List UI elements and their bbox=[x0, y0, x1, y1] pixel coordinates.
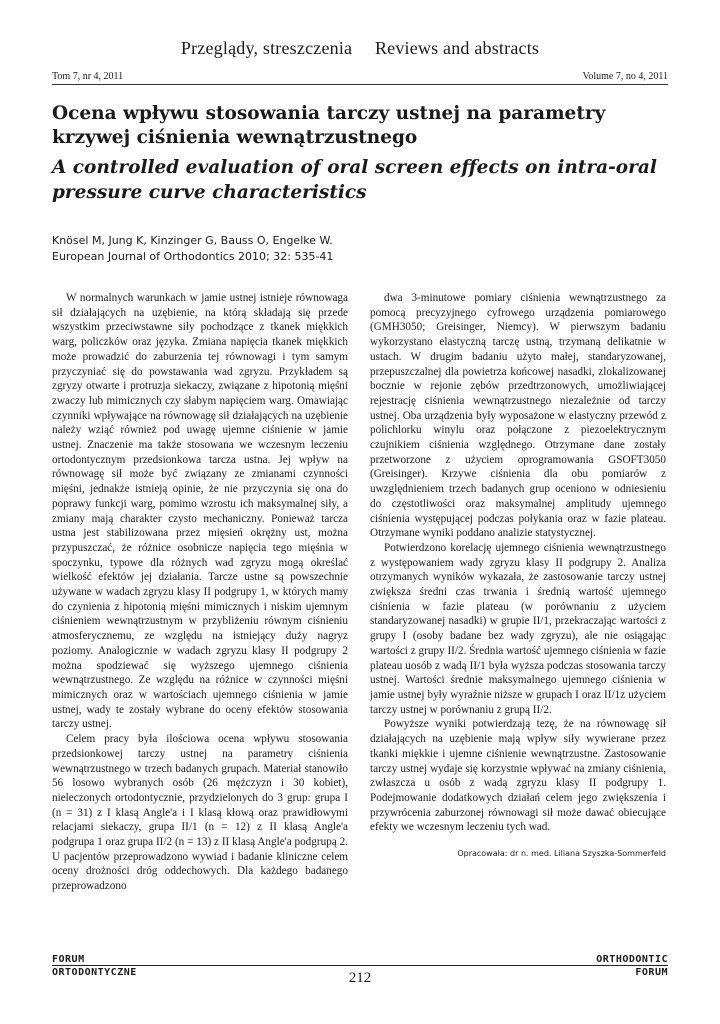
paragraph: Powyższe wyniki potwierdzają tezę, że na równowagę sił działających na uzębienie mają wpływ siły wywierane przez tkanki miękkie i ujemne ciśnienie wewnątrzustne. Zastosowanie tarczy ustnej wydaje się korzystnie wpływać na zmiany ciśnienia, zwłaszcza u osób z wadą zgryzu klasy II podgrupy 1. Podejmowanie dodatkowych działań celem jego zwiększenia i przywrócenia zaburzonej równowagi sił może dawać obiecujące efekty we wczesnym leczeniu tych wad. bbox=[370, 718, 666, 834]
body-column-left bbox=[52, 291, 348, 894]
article-title-en: A controlled evaluation of oral screen effects on intra-oral pressure curve characteristics bbox=[52, 157, 657, 203]
section-title-pl: Przeglądy, streszczenia bbox=[180, 38, 353, 58]
footer-left-line2: ORTODONTYCZNE bbox=[52, 967, 137, 978]
article-meta bbox=[52, 233, 652, 265]
footer-left-line1: FORUM bbox=[52, 954, 85, 965]
footer-right-line1: ORTHODONTIC bbox=[596, 954, 668, 965]
header-divider bbox=[52, 84, 668, 85]
paragraph: W normalnych warunkach w jamie ustnej istnieje równowaga sił działających na uzębienie, na którą składają się przede wszystkim przeciwstawne siły pochodzące z tkanek miękkich warg, policzków oraz języka. Zmiana napięcia tkanek miękkich może prowadzić do zaburzenia tej równowagi i tym samym przyczyniać się do powstawania wad zgryzu. Przykładem są zgryzy otwarte i protruzja siekaczy, związane z hipotonią mięśni zwaczy lub mimicznych czy słabym napięciem warg. Omawiając czynniki wpływające na równowagę sił działających na uzębienie należy wziąć również pod uwagę ujemne ciśnienie w jamie ustnej. Znaczenie ma także stosowana we wczesnym leczeniu ortodontycznym przedsionkowa tarcza ustna. Jej wpływ na równowagę sił może być związany ze zmianami czynności mięśni, jednakże istnieją opinie, że nie przyczynia się ona do poprawy funkcji warg, pomimo wzrostu ich maksymalnej siły, a zmiany mają charakter czysto mechaniczny. Ponieważ tarcza ustna jest stabilizowana przez mięsień okrężny ust, można przypuszczać, że różnice osobnicze napięcia tego mięśnia w spoczynku, typowe dla różnych wad zgryzu mogą określać wielkość efektów jej działania. Tarcze ustne są powszechnie używane w wadach zgryzu klasy II podgrupy 1, w których mamy do czynienia z hipotonią mięśni mimicznych i niskim ujemnym ciśnieniem wewnątrzustnym w przybliżeniu równym ciśnieniu atmosferycznemu, ze względu na istniejący duży nagryz poziomy. Analogicznie w wadach zgryzu klasy II podgrupy 2 można spodziewać się wyższego ujemnego ciśnienia wewnątrzustnego. Ze względu na różnice w czynności mięśni mimicznych oraz w wartościach ujemnego ciśnienia w jamie ustnej, wady te zostały wybrane do oceny efektów stosowania tarczy ustnej. bbox=[52, 292, 348, 731]
section-header bbox=[0, 38, 720, 59]
volume-en: Volume 7, no 4, 2011 bbox=[582, 71, 668, 82]
footer-right-line2: FORUM bbox=[635, 967, 668, 978]
author-credit: Opracowała: dr n. med. Liliana Szyszka-Sommerfeld bbox=[457, 849, 666, 859]
article-title-pl: Ocena wpływu stosowania tarczy ustnej na parametry krzywej ciśnienia wewnątrzustnego bbox=[52, 103, 606, 148]
paragraph: dwa 3-minutowe pomiary ciśnienia wewnątrzustnego za pomocą precyzyjnego cyfrowego urządzenia pomiarowego (GMH3050; Greisinger, Niemcy). W pierwszym badaniu wykorzystano elastyczną tarczę ustną, trzymaną delikatnie w ustach. W drugim badaniu użyto małej, standaryzowanej, przepuszczalnej dla powietrza końcowej nasadki, zlokalizowanej bocznie w rejonie zębów przedtrzonowych, umożliwiającej rejestrację ciśnienia wewnątrzustnego niezależnie od tarczy ustnej. Oba urządzenia były wyposażone w elastyczny przewód z polichlorku winylu oraz połączone z piezoelektrycznym czujnikiem ciśnienia względnego. Otrzymane dane zostały przetworzone z użyciem oprogramowania GSOFT3050 (Greisinger). Krzywe ciśnienia dla obu pomiarów z uwzględnieniem trzech badanych grup oceniono w odniesieniu do częstotliwości oraz maksymalnej amplitudy ujemnego ciśnienia występującej podczas połykania oraz w fazie plateau. Otrzymane wyniki poddano analizie statystycznej. bbox=[370, 292, 666, 540]
footer-divider bbox=[52, 965, 668, 966]
page-number: 212 bbox=[348, 970, 372, 986]
paragraph: Celem pracy była ilościowa ocena wpływu stosowania przedsionkowej tarczy ustnej na parametry ciśnienia wewnątrzustnego w trzech badanych grupach. Materiał stanowiło 56 losowo wybranych osób (26 mężczyzn i 30 kobiet), nieleczonych ortodontycznie, przydzielonych do 3 grup: grupa I (n = 31) z I klasą Angle'a i I klasą kłową oraz prawidłowymi relacjami siekaczy, grupa II/1 (n = 12) z II klasą Angle'a podgrupa 1 oraz grupa II/2 (n = 13) z II klasą Angle'a podgrupą 2. U pacjentów przeprowadzono wywiad i badanie kliniczne celem oceny drożności dróg oddechowych. Dla każdego badanego przeprowadzono bbox=[52, 733, 348, 893]
volume-pl: Tom 7, nr 4, 2011 bbox=[52, 71, 124, 82]
paragraph: Potwierdzono korelację ujemnego ciśnienia wewnątrzustnego z występowaniem wady zgryzu klasy II podgrupy 2. Analiza otrzymanych wyników wykazała, że zastosowanie tarczy ustnej zwiększa średni czas trwania i średnią wartość ujemnego ciśnienia w fazie plateau (w porównaniu z użyciem standaryzowanej nasadki) w grupie II/1, przekraczając wartości z grupy I (osoby badane bez wady zgryzu), ale nie osiągając wartości z grupy II/2. Średnia wartość ujemnego ciśnienia w fazie plateau uosób z wadą II/1 była wyższa podczas stosowania tarczy ustnej. Wartości średnie maksymalnego ujemnego ciśnienia w jamie ustnej były wyraźnie niższe w grupach I oraz II/1z użyciem tarczy ustnej w porównaniu z grupą II/2. bbox=[370, 541, 666, 716]
citation: European Journal of Orthodontics 2010; 32: 535-41 bbox=[52, 250, 334, 263]
authors: Knösel M, Jung K, Kinzinger G, Bauss O, Engelke W. bbox=[52, 234, 333, 247]
section-title-en: Reviews and abstracts bbox=[374, 38, 540, 58]
body-column-right bbox=[370, 291, 666, 862]
